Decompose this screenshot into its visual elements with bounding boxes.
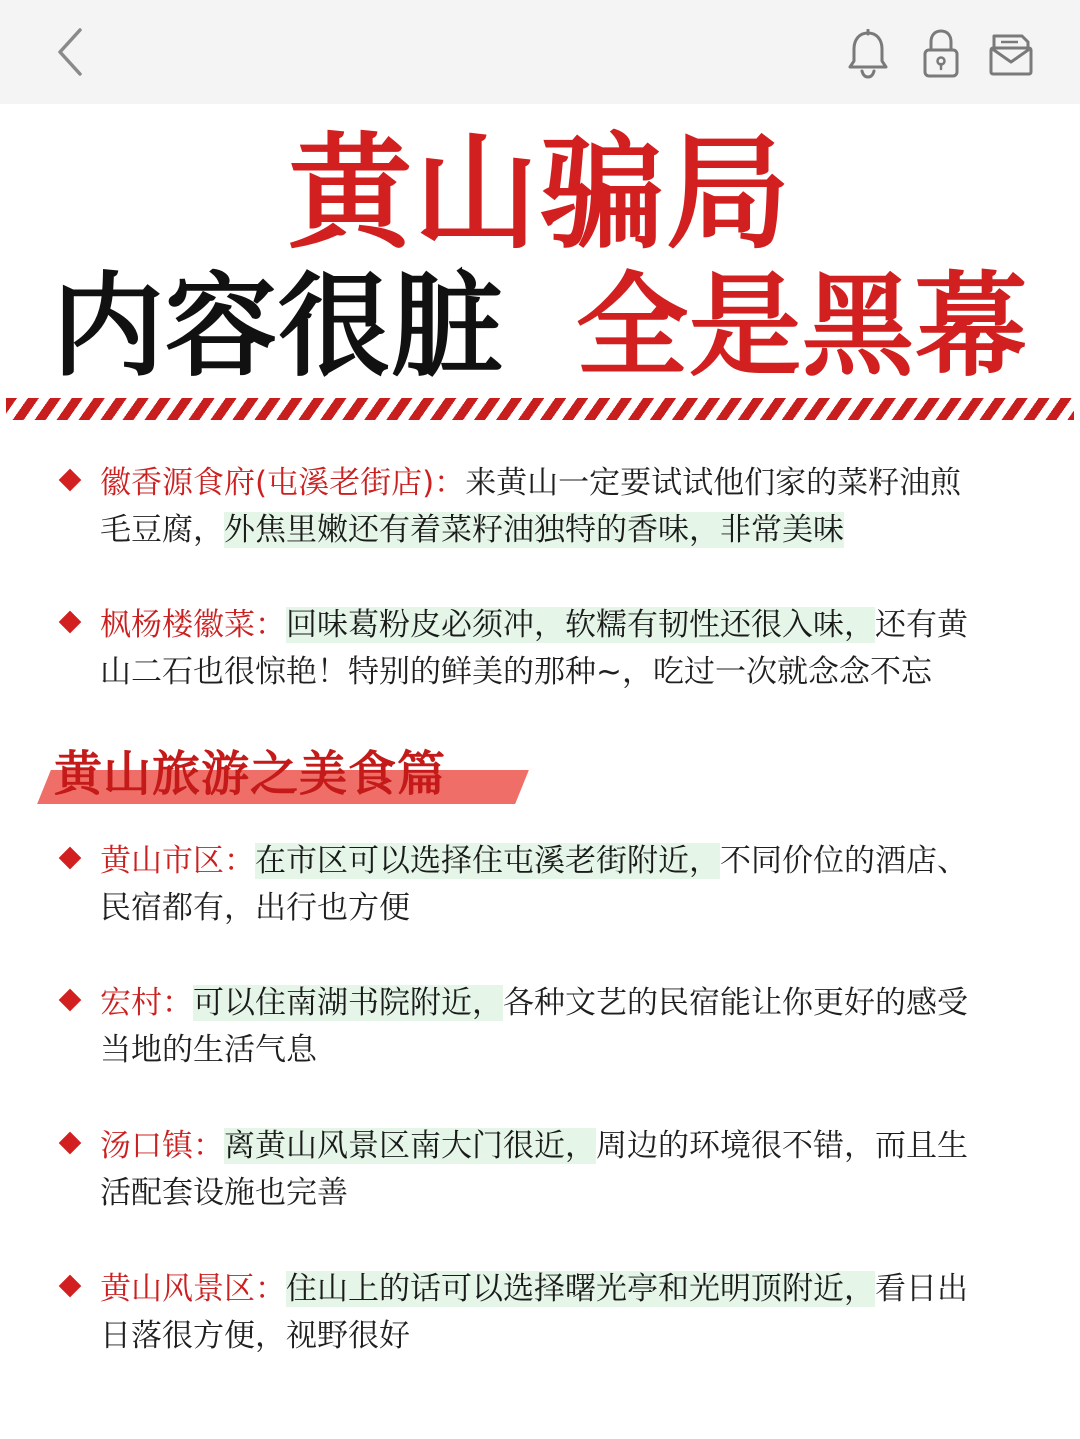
item-highlight: 离黄山风景区南大门很近， — [224, 1128, 596, 1164]
section-title: 黄山旅游之美食篇 — [54, 746, 447, 802]
diamond-bullet-icon — [59, 1275, 82, 1298]
item-text: 日落很方便，视野很好 — [100, 1318, 410, 1354]
back-button[interactable] — [40, 22, 100, 82]
headline-subtitle — [0, 262, 1080, 392]
bell-icon — [846, 29, 890, 79]
subtitle-black-text: 内容很脏 — [52, 262, 504, 392]
list-item — [56, 1123, 1036, 1217]
item-text: 活配套设施也完善 — [100, 1175, 348, 1211]
item-label: 黄山市区： — [100, 843, 255, 879]
item-text: 毛豆腐， — [100, 512, 224, 548]
list-item — [56, 980, 1036, 1074]
headline-title: 黄山骗局 — [287, 122, 792, 266]
subtitle-red-text: 全是黑幕 — [576, 262, 1028, 392]
item-label: 徽香源食府(屯溪老街店)： — [100, 465, 466, 501]
top-bar — [0, 0, 1080, 104]
list-item — [56, 460, 1036, 554]
item-text: 当地的生活气息 — [100, 1032, 317, 1068]
mail-icon — [988, 30, 1034, 78]
notification-button[interactable] — [843, 28, 893, 80]
item-text: 来黄山一定要试试他们家的菜籽油煎 — [465, 465, 962, 501]
item-text: 周边的环境很不错，而且生 — [596, 1128, 968, 1164]
item-highlight: 回味葛粉皮必须冲，软糯有韧性还很入味， — [286, 607, 875, 643]
item-label: 枫杨楼徽菜： — [100, 607, 286, 643]
diamond-bullet-icon — [59, 469, 82, 492]
item-label: 汤口镇： — [100, 1128, 224, 1164]
message-button[interactable] — [986, 28, 1036, 80]
item-text: 民宿都有，出行也方便 — [100, 890, 410, 926]
lock-icon — [921, 28, 961, 80]
list-item — [56, 838, 1036, 932]
item-text: 不同价位的酒店、 — [720, 843, 968, 879]
lock-button[interactable] — [916, 28, 966, 80]
diamond-bullet-icon — [59, 847, 82, 870]
list-item — [56, 1266, 1036, 1360]
item-highlight: 住山上的话可以选择曙光亭和光明顶附近， — [286, 1271, 875, 1307]
item-text: 各种文艺的民宿能让你更好的感受 — [503, 985, 968, 1021]
list-item — [56, 602, 1036, 696]
item-text: 看日出 — [875, 1271, 968, 1307]
item-highlight: 可以住南湖书院附近， — [193, 985, 503, 1021]
chevron-left-icon — [50, 24, 90, 80]
item-highlight: 在市区可以选择住屯溪老街附近， — [255, 843, 720, 879]
diamond-bullet-icon — [59, 989, 82, 1012]
hazard-stripe-divider — [6, 398, 1074, 420]
item-label: 黄山风景区： — [100, 1271, 286, 1307]
diamond-bullet-icon — [59, 611, 82, 634]
diamond-bullet-icon — [59, 1132, 82, 1155]
item-label: 宏村： — [100, 985, 193, 1021]
item-text: 还有黄 — [875, 607, 968, 643]
item-highlight: 外焦里嫩还有着菜籽油独特的香味，非常美味 — [224, 512, 844, 548]
item-text: 山二石也很惊艳！特别的鲜美的那种~，吃过一次就念念不忘 — [100, 654, 932, 690]
